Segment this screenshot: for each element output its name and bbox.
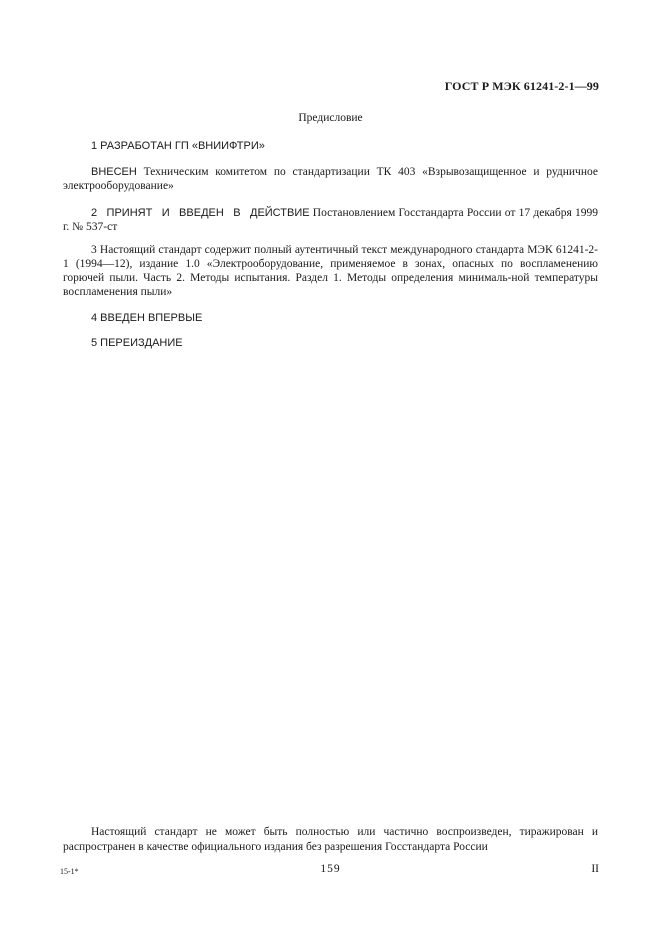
preface-item-1 [63, 139, 598, 153]
copyright-notice-text: Настоящий стандарт не может быть полностью или частично воспроизведен, тиражирован и распространен в качестве официального издания без разрешения Госстандарта России [63, 826, 598, 853]
item-5-lead: 5 ПЕРЕИЗДАНИЕ [91, 337, 183, 349]
signature-mark: 15-1* [60, 867, 79, 876]
standard-code-header: ГОСТ Р МЭК 61241-2-1—99 [444, 79, 599, 93]
item-1-lead: 1 РАЗРАБОТАН ГП «ВНИИФТРИ» [91, 140, 265, 152]
preface-title: Предисловие [298, 112, 363, 124]
preface-item-1b [63, 165, 598, 193]
item-1b-text: Техническим комитетом по стандартизации ТК 403 «Взрывозащищенное и рудничное электрооборудование» [63, 166, 598, 192]
page-number: 159 [320, 863, 341, 875]
item-2-lead: 2 ПРИНЯТ И ВВЕДЕН В ДЕЙСТВИЕ [91, 207, 310, 219]
preface-item-5 [63, 336, 598, 350]
item-1b-lead: ВНЕСЕН [91, 166, 137, 178]
preface-item-4 [63, 311, 598, 325]
item-2-text: Постановлением Госстандарта России от 17 декабря 1999 г. № 537-ст [63, 207, 598, 233]
copyright-notice [63, 825, 598, 855]
roman-page-number: II [591, 863, 599, 875]
item-3-text: 3 Настоящий стандарт содержит полный аутентичный текст международного стандарта МЭК 61241-2-1 (1994—12), издание 1.0 «Электрооборудование, применяемое в зонах, опасных по воспламенению горючей пыли. Часть 2. Методы испытания. Раздел 1. Методы определения минималь-ной температуры воспламенения пыли» [63, 244, 598, 298]
preface-item-3 [63, 243, 598, 299]
preface-item-2 [63, 206, 598, 234]
item-4-lead: 4 ВВЕДЕН ВПЕРВЫЕ [91, 312, 203, 324]
